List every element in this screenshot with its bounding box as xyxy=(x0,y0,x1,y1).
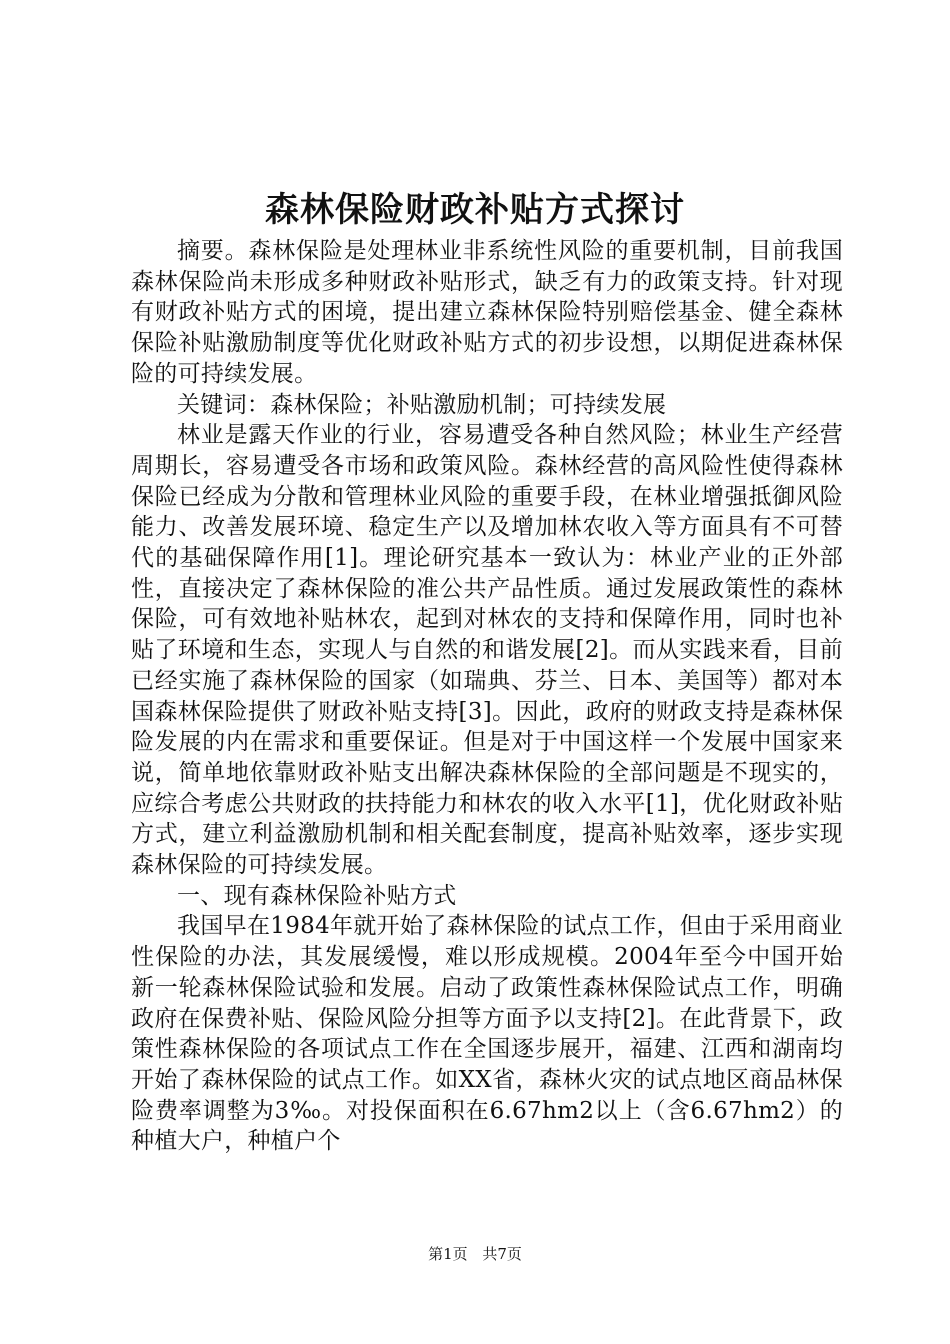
section-paragraph: 我国早在1984年就开始了森林保险的试点工作，但由于采用商业性保险的办法，其发展缓慢，难以形成规模。2004年至今中国开始新一轮森林保险试验和发展。启动了政策性森林保险试点工作，明确政府在保费补贴、保险风险分担等方面予以支持[2]。在此背景下，政策性森林保险的各项试点工作在全国逐步展开，福建、江西和湖南均开始了森林保险的试点工作。如XX省，森林火灾的试点地区商品林保险费率调整为3‰。对投保面积在6.67hm2以上（含6.67hm2）的种植大户，种植户个 xyxy=(131,913,843,1155)
introduction-paragraph: 林业是露天作业的行业，容易遭受各种自然风险；林业生产经营周期长，容易遭受各市场和政策风险。森林经营的高风险性使得森林保险已经成为分散和管理林业风险的重要手段，在林业增强抵御风险能力、改善发展环境、稳定生产以及增加林农收入等方面具有不可替代的基础保障作用[1]。理论研究基本一致认为：林业产业的正外部性，直接决定了森林保险的准公共产品性质。通过发展政策性的森林保险，可有效地补贴林农，起到对林农的支持和保障作用，同时也补贴了环境和生态，实现人与自然的和谐发展[2]。而从实践来看，目前已经实施了森林保险的国家（如瑞典、芬兰、日本、美国等）都对本国森林保险提供了财政补贴支持[3]。因此，政府的财政支持是森林保险发展的内在需求和重要保证。但是对于中国这样一个发展中国家来说，简单地依靠财政补贴支出解决森林保险的全部问题是不现实的，应综合考虑公共财政的扶持能力和林农的收入水平[1]，优化财政补贴方式，建立利益激励机制和相关配套制度，提高补贴效率，逐步实现森林保险的可持续发展。 xyxy=(131,422,843,879)
keywords-paragraph: 关键词：森林保险；补贴激励机制；可持续发展 xyxy=(177,391,667,418)
page-total: 共7页 xyxy=(482,1245,522,1263)
document-body xyxy=(131,236,843,1157)
page-number: 第1页 xyxy=(428,1245,468,1263)
document-title: 森林保险财政补贴方式探讨 xyxy=(265,190,685,230)
abstract-paragraph: 摘要。森林保险是处理林业非系统性风险的重要机制，目前我国森林保险尚未形成多种财政补贴形式，缺乏有力的政策支持。针对现有财政补贴方式的困境，提出建立森林保险特别赔偿基金、健全森林保险补贴激励制度等优化财政补贴方式的初步设想，以期促进森林保险的可持续发展。 xyxy=(131,238,843,387)
page-footer xyxy=(0,1244,950,1264)
section-heading: 一、现有森林保险补贴方式 xyxy=(177,882,457,909)
